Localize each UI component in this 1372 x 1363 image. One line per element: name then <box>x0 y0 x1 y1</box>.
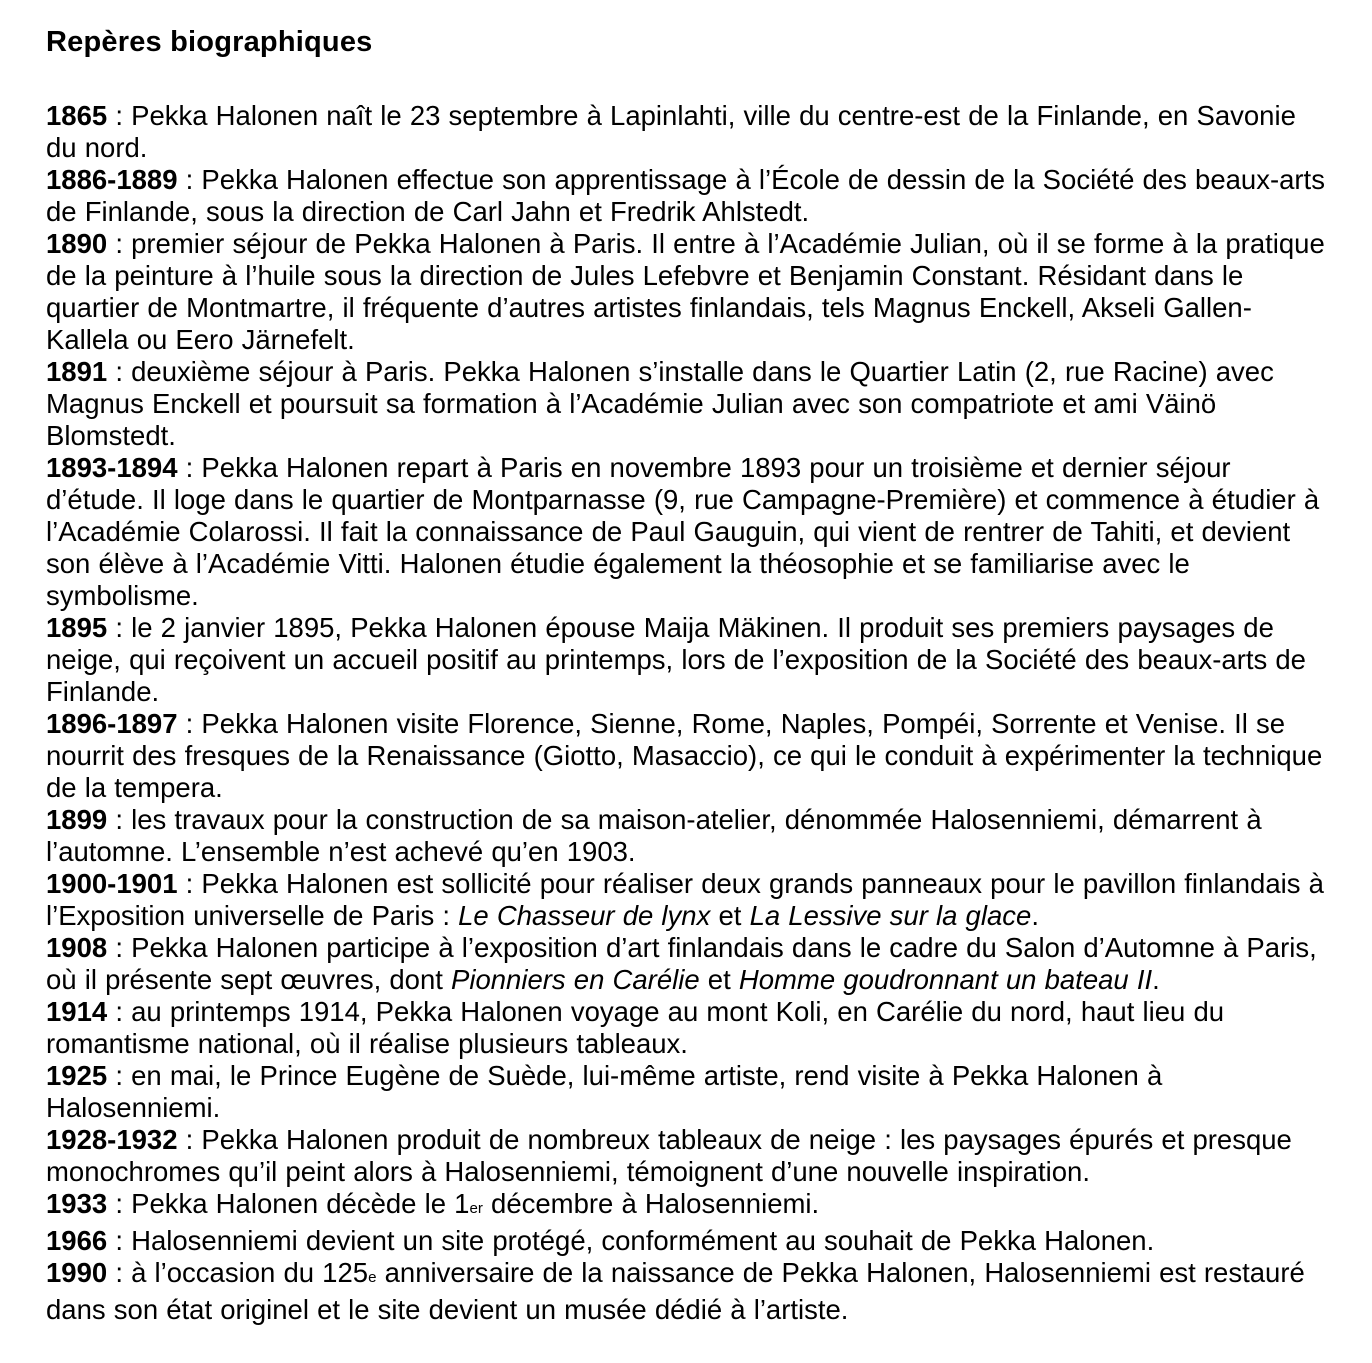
entry-text-segment: : au printemps 1914, Pekka Halonen voyage au mont Koli, en Carélie du nord, haut lieu du romantisme national, où il réalise plusieurs tableaux. <box>46 996 1225 1059</box>
entry-text-segment: : deuxième séjour à Paris. Pekka Halonen s’installe dans le Quartier Latin (2, rue Racine) avec Magnus Enckell et poursuit sa formation à l’Académie Julian avec son compatriote et ami Väinö Blomstedt. <box>46 356 1274 451</box>
entry-text-segment: : Pekka Halonen produit de nombreux tableaux de neige : les paysages épurés et presque monochromes qu’il peint alors à Halosenniemi, témoignent d’une nouvelle inspiration. <box>46 1124 1292 1187</box>
timeline-entry <box>46 228 1333 356</box>
timeline-entry <box>46 100 1333 164</box>
entry-text-segment: . <box>1031 900 1039 931</box>
entry-text-segment: : le 2 janvier 1895, Pekka Halonen épouse Maija Mäkinen. Il produit ses premiers paysages de neige, qui reçoivent un accueil positif au printemps, lors de l’exposition de la Société des beaux-arts de Finlande. <box>46 612 1306 707</box>
timeline-entry <box>46 356 1333 452</box>
timeline-entry <box>46 708 1333 804</box>
entry-text-segment: Homme goudronnant un bateau II <box>738 964 1153 995</box>
entry-text-segment: : Pekka Halonen est sollicité pour réaliser deux grands panneaux pour le pavillon finlandais à l’Exposition universelle de Paris : <box>46 868 1324 931</box>
entry-year: 1900-1901 <box>46 868 178 899</box>
entry-text-segment: : premier séjour de Pekka Halonen à Paris. Il entre à l’Académie Julian, où il se forme à la pratique de la peinture à l’huile sous la direction de Jules Lefebvre et Benjamin Constant. Résidant dans le quartier de Montmartre, il fréquente d’autres artistes finlandais, tels Magnus Enckell, Akseli Gallen-Kallela ou Eero Järnefelt. <box>46 228 1325 355</box>
entry-text-segment: : Pekka Halonen repart à Paris en novembre 1893 pour un troisième et dernier séjour d’étude. Il loge dans le quartier de Montparnasse (9, rue Campagne-Première) et commence à étudier à l’Académie Colarossi. Il fait la connaissance de Paul Gauguin, qui vient de rentrer de Tahiti, et devient son élève à l’Académie Vitti. Halonen étudie également la théosophie et se familiarise avec le symbolisme. <box>46 452 1320 611</box>
entry-year: 1990 <box>46 1257 108 1288</box>
entry-text-segment: : Pekka Halonen visite Florence, Sienne, Rome, Naples, Pompéi, Sorrente et Venise. Il se nourrit des fresques de la Renaissance (Giotto, Masaccio), ce qui le conduit à expérimenter la technique de la tempera. <box>46 708 1323 803</box>
entry-text-segment: et <box>699 964 739 995</box>
timeline-entry <box>46 996 1333 1060</box>
timeline-entry <box>46 1124 1333 1188</box>
entry-text-segment: et <box>710 900 750 931</box>
entry-year: 1966 <box>46 1225 108 1256</box>
entry-text-segment: : Pekka Halonen participe à l’exposition d’art finlandais dans le cadre du Salon d’Automne à Paris, où il présente sept œuvres, dont <box>46 932 1317 995</box>
entry-year: 1914 <box>46 996 108 1027</box>
entry-text-segment: : les travaux pour la construction de sa maison-atelier, dénommée Halosenniemi, démarrent à l’automne. L’ensemble n’est achevé qu’en 1903. <box>46 804 1262 867</box>
entry-year: 1891 <box>46 356 108 387</box>
entry-year: 1928-1932 <box>46 1124 178 1155</box>
entry-text-segment: : Halosenniemi devient un site protégé, conformément au souhait de Pekka Halonen. <box>107 1225 1155 1256</box>
entry-text-segment: La Lessive sur la glace <box>749 900 1032 931</box>
timeline-entry <box>46 804 1333 868</box>
timeline-entry <box>46 1188 1333 1225</box>
entry-year: 1896-1897 <box>46 708 178 739</box>
entry-text-segment: : Pekka Halonen effectue son apprentissage à l’École de dessin de la Société des beaux-arts de Finlande, sous la direction de Carl Jahn et Fredrik Ahlstedt. <box>46 164 1325 227</box>
entry-text-segment: . <box>1152 964 1160 995</box>
entry-year: 1908 <box>46 932 108 963</box>
entry-year: 1890 <box>46 228 108 259</box>
entry-text-segment: décembre à Halosenniemi. <box>482 1188 820 1219</box>
biography-timeline <box>46 100 1333 1326</box>
entry-year: 1895 <box>46 612 108 643</box>
entry-text-segment: Le Chasseur de lynx <box>458 900 711 931</box>
timeline-entry <box>46 452 1333 612</box>
entry-text-segment: e <box>368 1269 377 1286</box>
timeline-entry <box>46 612 1333 708</box>
entry-year: 1899 <box>46 804 108 835</box>
entry-year: 1886-1889 <box>46 164 178 195</box>
timeline-entry <box>46 932 1333 996</box>
entry-year: 1893-1894 <box>46 452 178 483</box>
timeline-entry <box>46 1257 1333 1326</box>
timeline-entry <box>46 1060 1333 1124</box>
entry-year: 1933 <box>46 1188 108 1219</box>
entry-text-segment: : Pekka Halonen naît le 23 septembre à Lapinlahti, ville du centre-est de la Finlande, en Savonie du nord. <box>46 100 1296 163</box>
page-title: Repères biographiques <box>46 26 373 58</box>
entry-text-segment: Pionniers en Carélie <box>451 964 700 995</box>
entry-text-segment: : Pekka Halonen décède le 1 <box>107 1188 470 1219</box>
entry-text-segment: anniversaire de la naissance de Pekka Halonen, Halosenniemi est restauré dans son état originel et le site devient un musée dédié à l’artiste. <box>46 1257 1305 1325</box>
entry-year: 1865 <box>46 100 108 131</box>
timeline-entry <box>46 868 1333 932</box>
timeline-entry <box>46 1225 1333 1257</box>
entry-text-segment: : en mai, le Prince Eugène de Suède, lui-même artiste, rend visite à Pekka Halonen à Halosenniemi. <box>46 1060 1163 1123</box>
timeline-entry <box>46 164 1333 228</box>
entry-year: 1925 <box>46 1060 108 1091</box>
entry-text-segment: : à l’occasion du 125 <box>107 1257 369 1288</box>
entry-text-segment: er <box>469 1200 483 1217</box>
